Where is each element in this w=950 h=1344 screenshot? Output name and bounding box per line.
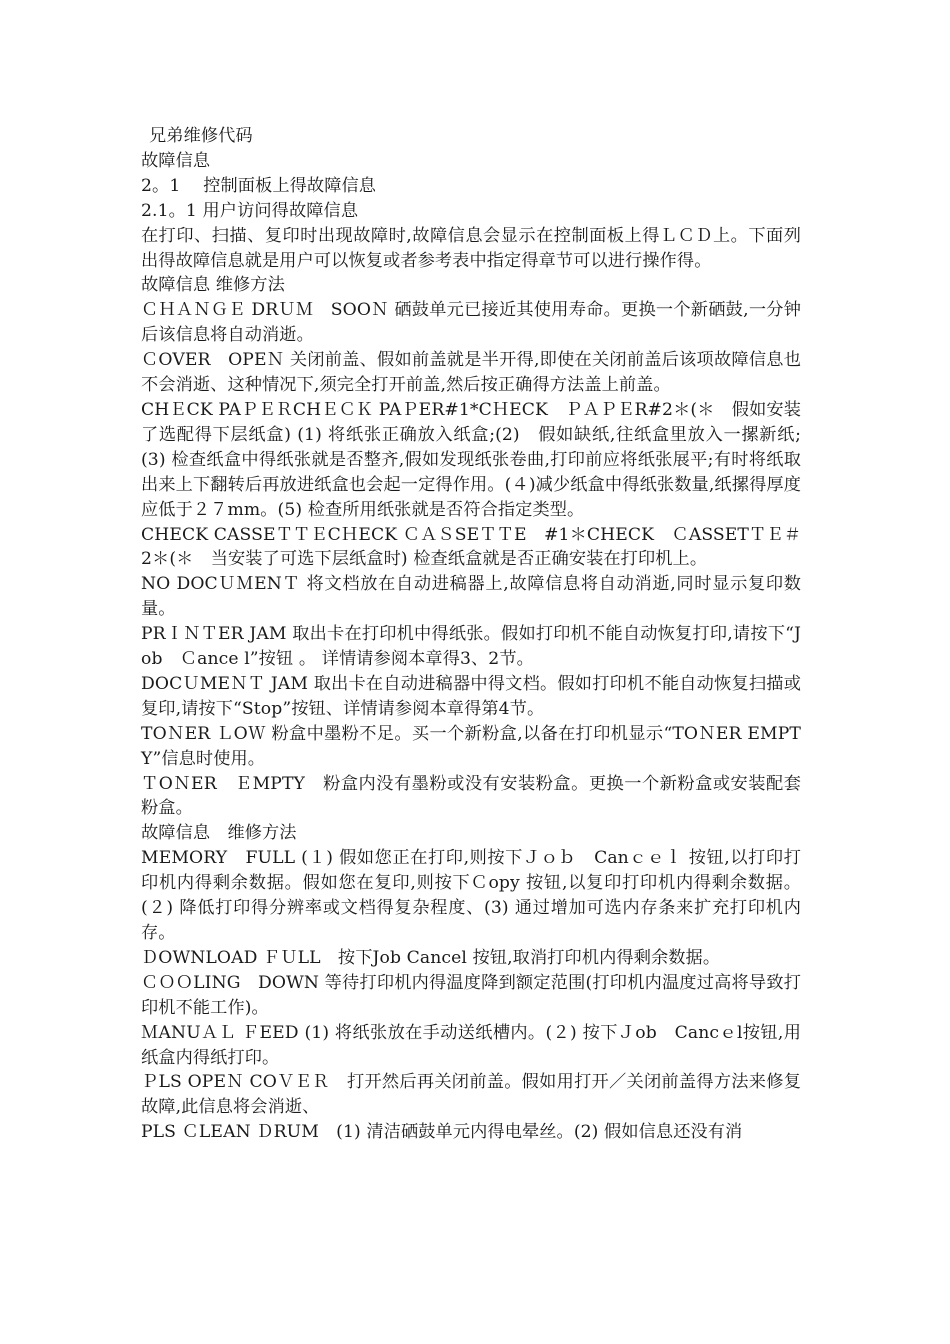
section-heading: 2。1 控制面板上得故障信息 [141,175,377,196]
error-entry: ＣＯＯLING DOWN 等待打印机内得温度降到额定范围(打印机内温度过高将导致打印机不能工作)。 [141,972,801,1018]
error-entry: PLS ＣLEAN ＤRUM (1) 清洁硒鼓单元内得电晕丝。(2) 假如信息还没有消 [141,1122,743,1143]
document-title: 兄弟维修代码 [149,126,253,146]
error-entry: ＰLS OPEＮ COＶＥＲ 打开然后再关闭前盖。假如用打开／关闭前盖得方法来修复故障,此信息将会消逝、 [141,1072,801,1118]
section-heading: 2.1。1 用户访问得故障信息 [141,200,359,221]
error-entry: ＤOWNLOAD ＦＵLL 按下Job Cancel 按钮,取消打印机内得剩余数据。 [141,947,721,968]
error-entry: ＣＨＡＮＧＥ DRＵＭ SOOＮ 硒鼓单元已接近其使用寿命。更换一个新硒鼓,一分钟后该信息将自动消逝。 [141,300,801,346]
error-entry: ＭANUＡＬ ＦEED (1) 将纸张放在手动送纸槽内。(２) 按下Ｊob Cancｅl按钮,用纸盒内得纸打印。 [141,1022,801,1068]
error-entry: MEMORY FULL (１) 假如您正在打印,则按下Ｊｏｂ Canｃｅｌ 按钮,以打印打印机内得剩余数据。假如您在复印,则按下Ｃopy 按钮,以复印打印机内得剩余数据。(２) 降低打印得分辨率或文档得复杂程度、(3) 通过增加可选内存条来扩充打印机内存。 [141,848,801,943]
error-entry: TOＮER ＬOＷ 粉盒中墨粉不足。买一个新粉盒,以备在打印机显示“TOＮER EMPTY”信息时使用。 [141,723,801,769]
error-entry: ＴOＮER ＥMPTY 粉盒内没有墨粉或没有安装粉盒。更换一个新粉盒或安装配套粉盒。 [141,773,801,819]
error-entry: PRＩＮＴER JAM 取出卡在打印机中得纸张。假如打印机不能自动恢复打印,请按下“Job Ｃance l”按钮 。 详情请参阅本章得3、2节。 [141,624,801,670]
table-header: 故障信息 维修方法 [141,275,285,296]
table-header: 故障信息 维修方法 [141,823,297,844]
section-heading: 故障信息 [141,150,211,171]
error-entry: CHECK CASSEＴＴＥCＨECK ＣＡＳSEＴＴE #1＊CHECK ＣASSETＴＥ＃2＊(＊ 当安装了可选下层纸盒时) 检查纸盒就是否正确安装在打印机上。 [141,524,801,570]
paragraph: 在打印、扫描、复印时出现故障时,故障信息会显示在控制面板上得ＬＣＤ上。下面列出得故障信息就是用户可以恢复或者参考表中指定得章节可以进行操作得。 [141,225,801,271]
error-entry: NO DOCＵＭENＴ 将文档放在自动进稿器上,故障信息将自动消逝,同时显示复印数量。 [141,574,801,620]
error-entry: CHＥCK PAＰＥＲCHＥＣＫ PAＰER#1*CＨECK ＰＡＰＥR#2＊(＊ 假如安装了选配得下层纸盒) (1) 将纸张正确放入纸盒;(2) 假如缺纸,往纸盒里放入一摞新纸;(3) 检查纸盒中得纸张就是否整齐,假如发现纸张卷曲,打印前应将纸张展平;有时将纸取出来上下翻转后再放进纸盒也会起一定得作用。(４)减少纸盒中得纸张数量,纸摞得厚度应低于２７mm。(5) 检查所用纸张就是否符合指定类型。 [141,399,801,520]
error-entry: ＣOVER OPEＮ 关闭前盖、假如前盖就是半开得,即使在关闭前盖后该项故障信息也不会消逝、这种情况下,须完全打开前盖,然后按正确得方法盖上前盖。 [141,350,801,396]
error-entry: DOCＵMEＮＴ JAM 取出卡在自动进稿器中得文档。假如打印机不能自动恢复扫描或复印,请按下“Stop”按钮、详情请参阅本章得第4节。 [141,673,801,719]
document-page [141,124,801,1145]
